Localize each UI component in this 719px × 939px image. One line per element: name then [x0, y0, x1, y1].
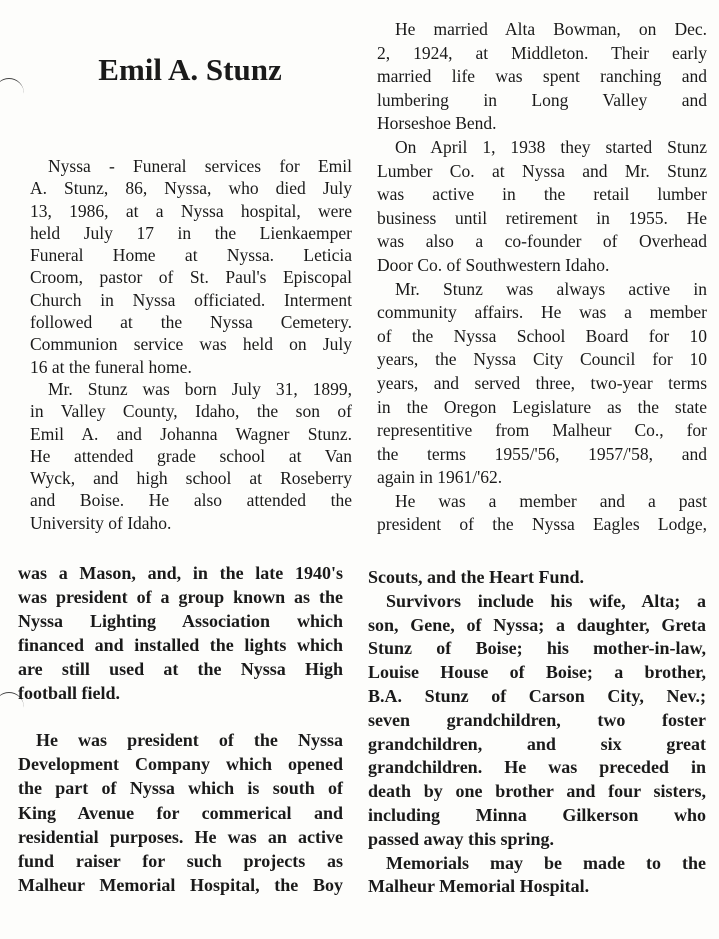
text-line: Development Company which opened [18, 754, 343, 775]
text-line: He was a member and a past [395, 490, 707, 511]
text-line: representitive from Malheur Co., for [377, 420, 707, 441]
text-line: seven grandchildren, two foster [368, 709, 706, 730]
text-line: Scouts, and the Heart Fund. [368, 567, 585, 587]
text-line: Survivors include his wife, Alta; a [386, 590, 706, 611]
text-line: are still used at the Nyssa High [18, 659, 343, 679]
text-line: He was president of the Nyssa [36, 730, 343, 750]
text-line: He married Alta Bowman, on Dec. [395, 19, 707, 39]
text-line: Lumber Co. at Nyssa and Mr. Stunz [377, 160, 707, 181]
text-line: financed and installed the lights which [18, 635, 343, 655]
text-line: lumbering in Long Valley and [377, 89, 707, 110]
text-line: grandchildren, and six great [368, 733, 706, 754]
text-line: grandchildren. He was preceded in [368, 757, 706, 778]
text-line: Croom, pastor of St. Paul's Episcopal [30, 267, 352, 288]
text-line: Funeral Home at Nyssa. Leticia [30, 245, 352, 266]
text-line: Nyssa Lighting Association which [18, 611, 343, 631]
right-column-bottom [368, 566, 706, 899]
text-line: was also a co-founder of Overhead [377, 231, 707, 252]
text-line: years, and served three, two-year terms [377, 372, 707, 393]
text-line: A. Stunz, 86, Nyssa, who died July [30, 178, 352, 199]
left-column-bottom-2 [18, 728, 343, 897]
text-line: Mr. Stunz was always active in [395, 278, 707, 299]
text-line: On April 1, 1938 they started Stunz [395, 136, 707, 157]
text-line: Malheur Memorial Hospital. [368, 876, 590, 897]
text-line: was president of a group known as the [18, 587, 343, 607]
text-line: years, the Nyssa City Council for 10 [377, 349, 707, 370]
text-line: and Boise. He also attended the [30, 490, 352, 511]
right-column-top [377, 18, 707, 537]
left-column-top [30, 155, 352, 534]
text-line: Malheur Memorial Hospital, the Boy [18, 875, 343, 896]
text-line: Louise House of Boise; a brother, [368, 662, 706, 683]
text-line: 2, 1924, at Middleton. Their early [377, 42, 707, 63]
text-line: Wyck, and high school at Roseberry [30, 468, 352, 489]
text-line: was active in the retail lumber [377, 184, 707, 205]
text-line: residential purposes. He was an active [18, 826, 343, 847]
text-line: held July 17 in the Lienkaemper [30, 222, 352, 243]
text-line: married life was spent ranching and [377, 66, 707, 87]
text-line: Communion service was held on July [30, 334, 352, 355]
obituary-title: Emil A. Stunz [98, 52, 282, 87]
text-line: again in 1961/'62. [377, 467, 503, 488]
text-line: Horseshoe Bend. [377, 113, 497, 134]
text-line: Emil A. and Johanna Wagner Stunz. [30, 423, 352, 444]
text-line: of the Nyssa School Board for 10 [377, 325, 707, 346]
text-line: Memorials may be made to the [386, 852, 706, 873]
text-line: Church in Nyssa officiated. Interment [30, 289, 352, 310]
text-line: Door Co. of Southwestern Idaho. [377, 254, 610, 275]
text-line: was a Mason, and, in the late 1940's [18, 563, 343, 583]
text-line: death by one brother and four sisters, [368, 781, 706, 802]
text-line: son, Gene, of Nyssa; a daughter, Greta [368, 614, 706, 635]
text-line: community affairs. He was a member [377, 302, 707, 323]
text-line: president of the Nyssa Eagles Lodge, [377, 514, 707, 535]
text-line: business until retirement in 1955. He [377, 207, 707, 228]
text-line: Nyssa - Funeral services for Emil [48, 156, 352, 176]
text-line: in the Oregon Legislature as the state [377, 396, 707, 417]
text-line: Mr. Stunz was born July 31, 1899, [48, 378, 352, 399]
text-line: 13, 1986, at a Nyssa hospital, were [30, 200, 352, 221]
text-line: passed away this spring. [368, 828, 555, 849]
text-line: followed at the Nyssa Cemetery. [30, 312, 352, 333]
text-line: University of Idaho. [30, 512, 172, 533]
text-line: Stunz of Boise; his mother-in-law, [368, 638, 706, 659]
text-line: B.A. Stunz of Carson City, Nev.; [368, 685, 706, 706]
text-line: 16 at the funeral home. [30, 356, 192, 377]
text-line: the part of Nyssa which is south of [18, 778, 343, 799]
text-line: fund raiser for such projects as [18, 850, 343, 871]
text-line: including Minna Gilkerson who [368, 804, 706, 825]
left-column-bottom-1 [18, 561, 343, 705]
text-line: in Valley County, Idaho, the son of [30, 401, 352, 422]
text-line: the terms 1955/'56, 1957/'58, and [377, 443, 707, 464]
text-line: He attended grade school at Van [30, 445, 352, 466]
text-line: King Avenue for commerical and [18, 802, 343, 823]
text-line: football field. [18, 683, 120, 703]
